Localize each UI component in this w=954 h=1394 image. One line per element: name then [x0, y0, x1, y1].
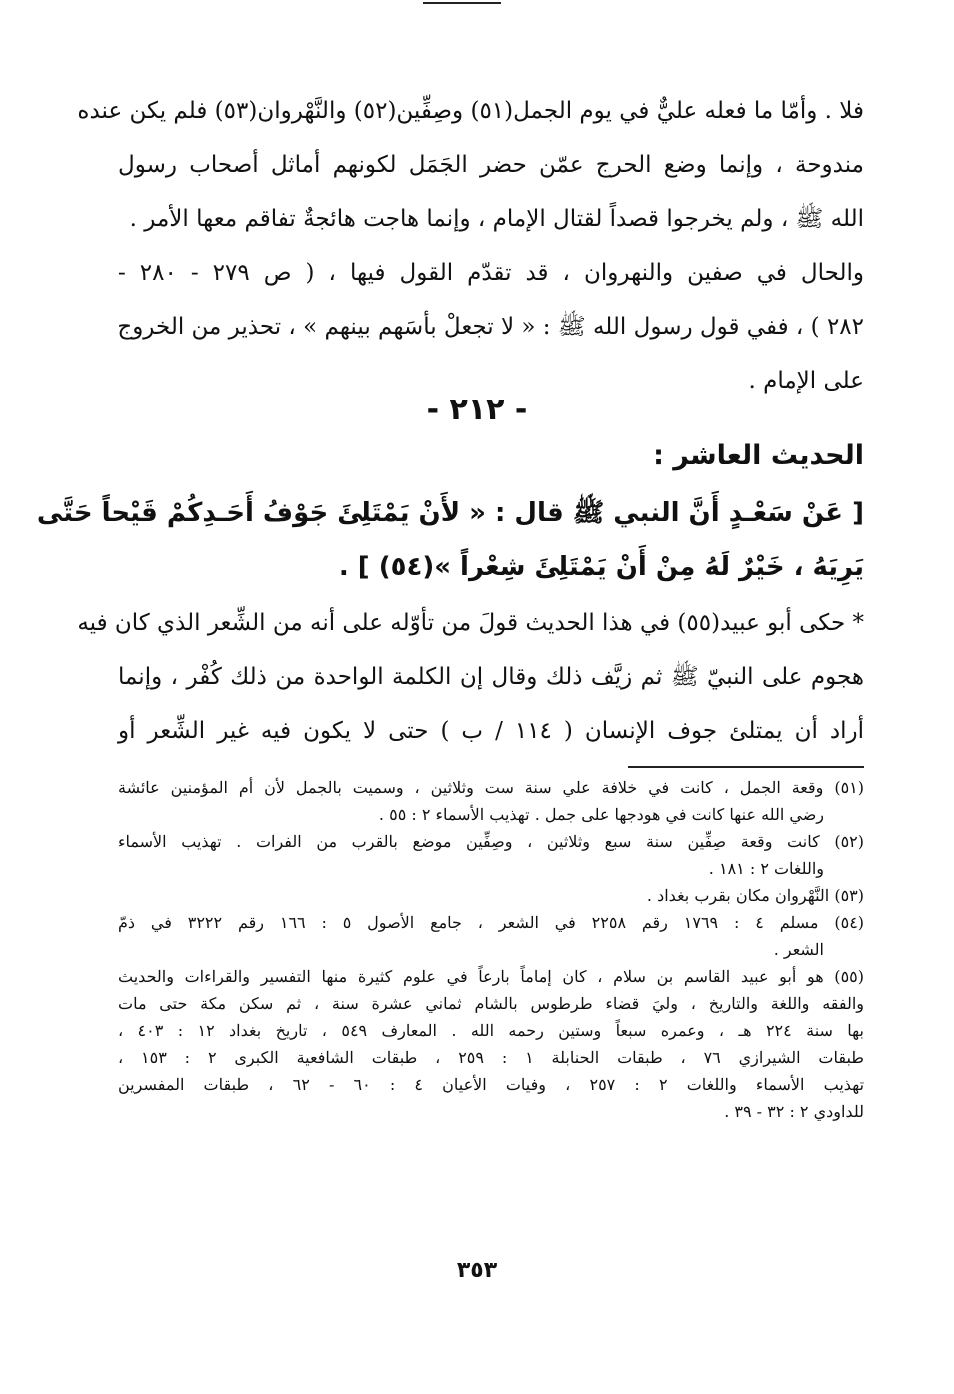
hadith-line: يَرِيَهُ ، خَيْرٌ لَهُ مِنْ أَنْ يَمْتَلِئَ شِعْراً »(٥٤) ] .: [338, 552, 864, 582]
commentary-line: * حكى أبو عبيد(٥٥) في هذا الحديث قولَ من تأوّله على أنه من الشِّعر الذي كان فيه: [77, 610, 864, 636]
main-text: [77, 84, 864, 408]
footnote-line: (٥٤) مسلم ٤ : ١٧٦٩ رقم ٢٢٥٨ في الشعر ، جامع الأصول ٥ : ١٦٦ رقم ٣٢٢٢ في ذمّ: [118, 913, 865, 932]
footnote-line: (٥٣) النَّهْروان مكان بقرب بغداد .: [646, 886, 864, 905]
commentary-line: أراد أن يمتلئ جوف الإنسان ( ١١٤ / ب ) حتى لا يكون فيه غير الشِّعر أو: [118, 718, 864, 744]
footnote-51: [118, 774, 864, 828]
footnote-line: رضي الله عنها كانت في هودجها على جمل . تهذيب الأسماء ٢ : ٥٥ .: [378, 805, 824, 824]
footnote-line: الشعر .: [773, 940, 824, 959]
commentary-line: هجوم على النبيّ ﷺ ثم زيَّف ذلك وقال إن الكلمة الواحدة من ذلك كُفْر ، وإنما: [118, 664, 864, 690]
text-line: الله ﷺ ، ولم يخرجوا قصداً لقتال الإمام ، وإنما هاجت هائجةٌ تفاقم معها الأمر .: [129, 206, 864, 232]
footnote-separator: [628, 766, 864, 768]
footnote-line: واللغات ٢ : ١٨١ .: [708, 859, 824, 878]
footnote-line: (٥٥) هو أبو عبيد القاسم بن سلام ، كان إماماً بارعاً في علوم كثيرة منها التفسير والقراءات والحديث: [118, 967, 864, 986]
footnote-55: [118, 963, 864, 1125]
footnote-line: للداودي ٢ : ٣٢ - ٣٩ .: [724, 1102, 864, 1121]
footnote-53: [118, 882, 864, 909]
section-number: - ٢١٢ -: [426, 392, 528, 427]
footnote-54: [118, 909, 864, 963]
footnote-line: والفقه واللغة والتاريخ ، وليَ قضاء طرطوس بالشام ثماني عشرة سنة ، ثم سكن مكة حتى مات: [118, 994, 864, 1013]
footnote-line: طبقات الشيرازي ٧٦ ، طبقات الحنابلة ١ : ٢٥٩ ، طبقات الشافعية الكبرى ٢ : ١٥٣ ،: [118, 1048, 865, 1067]
footnote-line: بها سنة ٢٢٤ هـ ، وعمره سبعاً وستين رحمه الله . المعارف ٥٤٩ ، تاريخ بغداد ١٢ : ٤٠٣ ،: [118, 1021, 865, 1040]
text-line: مندوحة ، وإنما وضع الحرج عمّن حضر الجَمَل لكونهم أماثل أصحاب رسول: [118, 152, 864, 178]
top-rule: [423, 2, 501, 4]
footnote-line: (٥١) وقعة الجمل ، كانت في خلافة علي سنة ست وثلاثين ، وسميت بالجمل لأن أم المؤمنين عائشة: [118, 778, 864, 797]
text-line: ٢٨٢ ) ، ففي قول رسول الله ﷺ : « لا تجعلْ بأسَهم بينهم » ، تحذير من الخروج: [117, 314, 864, 340]
hadith-text: [36, 486, 864, 594]
footnote-52: [118, 828, 864, 882]
text-line: والحال في صفين والنهروان ، قد تقدّم القول فيها ، ( ص ٢٧٩ - ٢٨٠ -: [118, 260, 864, 286]
text-line: على الإمام .: [748, 368, 864, 394]
footnotes: [118, 774, 864, 1125]
footnote-line: (٥٢) كانت وقعة صِفِّين سنة سبع وثلاثين ، وصِفِّين موضع بالقرب من الفرات . تهذيب الأسماء: [118, 832, 864, 851]
text-line: فلا . وأمّا ما فعله عليٌّ في يوم الجمل(٥١) وصِفِّين(٥٢) والنَّهْروان(٥٣) فلم يكن عنده: [77, 98, 864, 124]
hadith-line: [ عَنْ سَعْـدٍ أَنَّ النبي ﷺ قال : « لأَنْ يَمْتَلِئَ جَوْفُ أَحَـدِكُمْ قَيْحاً حَتَّى: [36, 498, 864, 528]
commentary: [77, 596, 864, 758]
footnote-line: تهذيب الأسماء واللغات ٢ : ٢٥٧ ، وفيات الأعيان ٤ : ٦٠ - ٦٢ ، طبقات المفسرين: [118, 1075, 865, 1094]
hadith-title: الحديث العاشر :: [653, 440, 864, 471]
page-number: ٣٥٣: [456, 1258, 498, 1283]
